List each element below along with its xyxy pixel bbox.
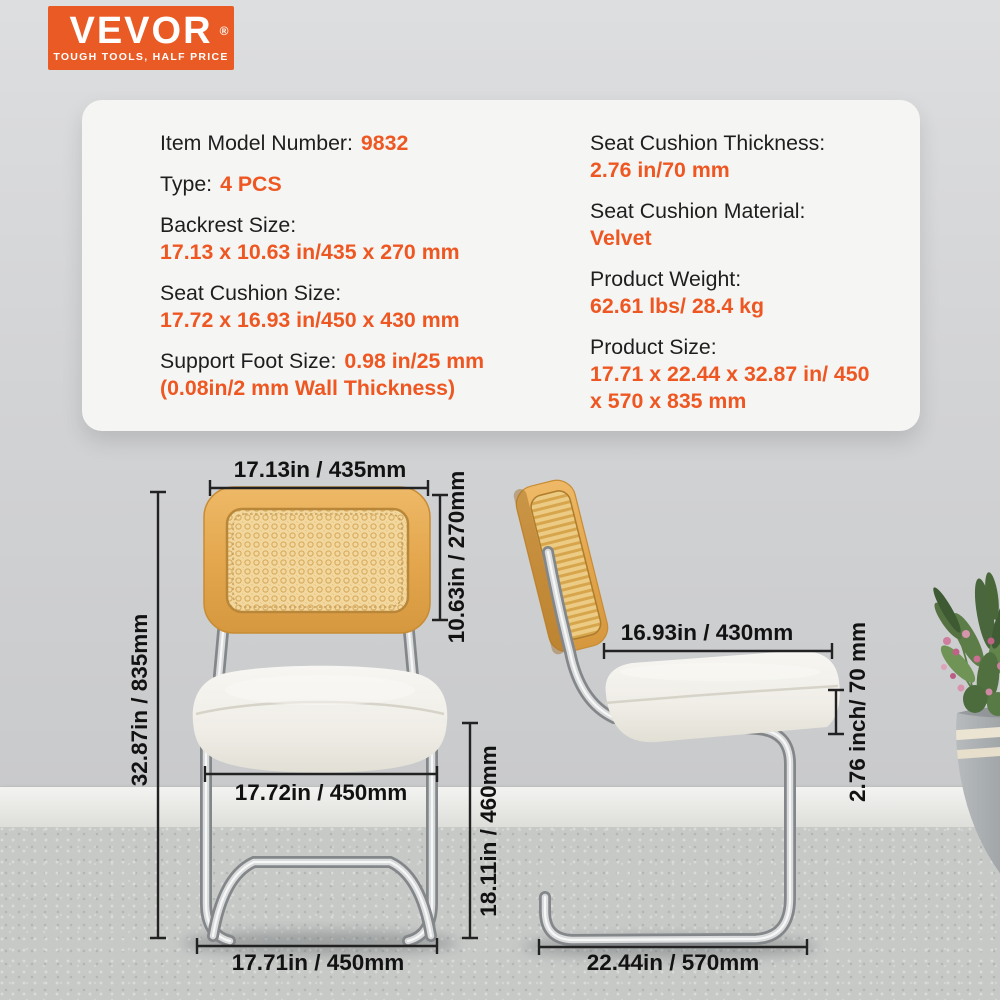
spec-item-cushion-thickness: [590, 130, 872, 184]
front-chair-cushion: [193, 666, 448, 773]
spec-item-product-size: [590, 334, 872, 415]
spec-column-left: [160, 130, 522, 416]
spec-item-product-weight: [590, 266, 872, 320]
dim-label-seat-to-floor: 18.11in / 460mm: [476, 745, 501, 917]
spec-value: 9832: [360, 131, 409, 155]
spec-item-seat-cushion-size: [160, 280, 522, 334]
spec-label: Seat Cushion Size:: [160, 281, 342, 305]
dim-label-base-width: 17.71in / 450mm: [231, 950, 405, 975]
registered-mark: ®: [219, 24, 229, 38]
front-chair-backrest: [204, 487, 430, 633]
spec-label: Backrest Size:: [160, 213, 297, 237]
spec-item-cushion-material: [590, 198, 872, 252]
side-chair-cushion: [605, 651, 840, 742]
spec-label: Item Model Number:: [160, 131, 353, 155]
potted-plant: [930, 571, 1000, 880]
spec-value: 2.76 in/70 mm: [590, 158, 730, 182]
dim-label-base-depth: 22.44in / 570mm: [586, 950, 760, 975]
spec-label: Seat Cushion Material:: [590, 199, 806, 223]
dim-label-seat-width: 17.72in / 450mm: [234, 780, 408, 805]
spec-item-model-number: [160, 130, 522, 157]
dim-label-seat-depth: 16.93in / 430mm: [620, 620, 794, 645]
spec-label: Seat Cushion Thickness:: [590, 131, 826, 155]
dim-label-backrest-width: 17.13in / 435mm: [233, 457, 407, 482]
spec-value: 4 PCS: [220, 172, 282, 196]
spec-label: Product Size:: [590, 335, 717, 359]
spec-card: [82, 100, 920, 431]
spec-item-support-foot-size: [160, 348, 522, 402]
spec-item-type: [160, 171, 522, 198]
spec-label: Type:: [160, 172, 213, 196]
dim-label-cushion-thickness: 2.76 inch/ 70 mm: [845, 621, 870, 803]
spec-item-backrest-size: [160, 212, 522, 266]
brand-name: [69, 10, 229, 52]
vevor-logo: [48, 6, 234, 70]
brand-tagline: TOUGH TOOLS, HALF PRICE: [53, 51, 229, 63]
dim-label-overall-height: 32.87in / 835mm: [127, 613, 152, 787]
spec-value: Velvet: [590, 226, 652, 250]
front-view-chair: [193, 487, 448, 941]
spec-value: 17.72 x 16.93 in/450 x 430 mm: [160, 308, 460, 332]
spec-label: Product Weight:: [590, 267, 742, 291]
brand-name-text: VEVOR: [69, 10, 213, 52]
spec-value: 0.98 in/25 mm (0.08in/2 mm Wall Thickness): [160, 349, 485, 400]
side-view-chair: [512, 476, 839, 940]
dim-label-backrest-height: 10.63in / 270mm: [444, 470, 469, 644]
spec-value: 62.61 lbs/ 28.4 kg: [590, 294, 765, 318]
spec-value: 17.71 x 22.44 x 32.87 in/ 450 x 570 x 835 mm: [590, 362, 870, 413]
spec-label: Support Foot Size:: [160, 349, 337, 373]
spec-value: 17.13 x 10.63 in/435 x 270 mm: [160, 240, 460, 264]
plant-pot: [948, 707, 1000, 880]
spec-column-right: [590, 130, 872, 429]
